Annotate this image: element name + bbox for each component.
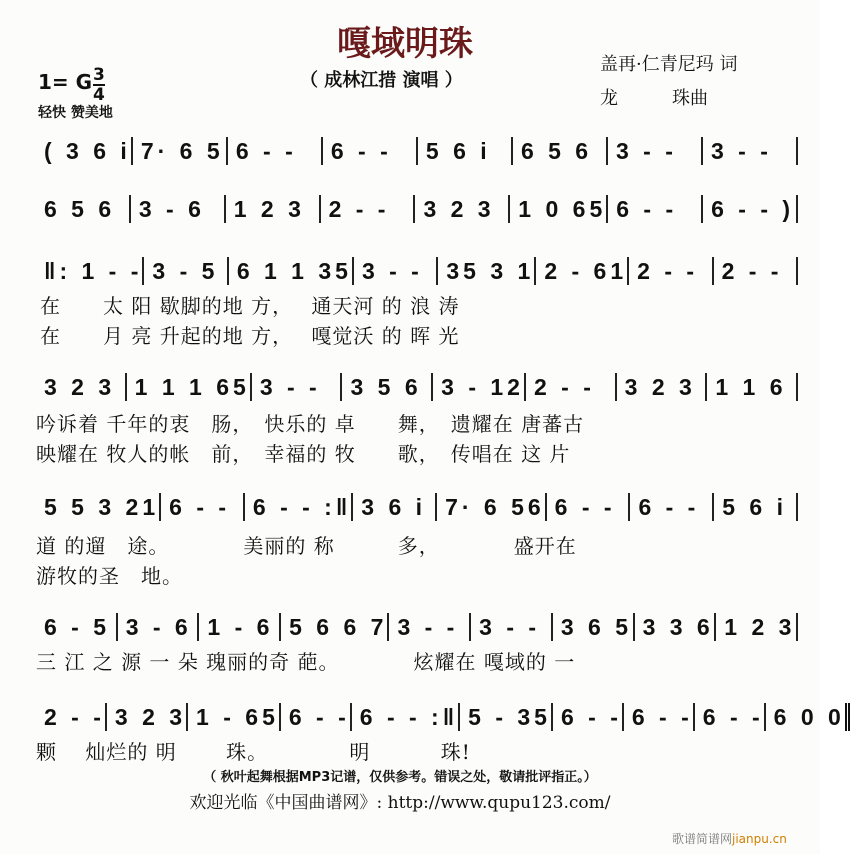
measure: 3 - - [354,257,438,285]
measure: ‖: 1 - - [36,257,144,285]
measure: 5 - 35 [460,703,553,731]
lyric-line: 在 太 阳 歇脚的地 方， 通天河 的 浪 涛 [40,294,460,318]
watermark: 歌谱简谱网jianpu.cn [672,832,787,846]
measure: 3 6 5 [553,613,635,641]
measure: 3 5 6 [342,373,433,401]
measure: 6 - - [624,703,695,731]
composer: 龙 珠曲 [600,88,708,109]
measure: 1 1 6 [707,373,798,401]
measure: 3 6 i [353,493,437,521]
measure: 3 - - [252,373,343,401]
lyric-line: 游牧的圣 地。 [36,564,183,588]
notation-row [36,372,798,402]
measure: 2 - - [526,373,617,401]
measure: 6 - - ) [703,195,798,223]
notation-row [36,256,798,286]
notation-row [36,194,798,224]
measure: 6 - - [547,493,631,521]
measure: 1 2 3 [226,195,321,223]
measure: 6 - - :‖ [352,703,460,731]
measure: 2 - - [714,257,798,285]
measure: 5 6 i [714,493,798,521]
measure: 5 5 3 21 [36,493,161,521]
measure: 3 2 3 [107,703,188,731]
measure: 3 - 5 [144,257,228,285]
measure: 6 - 5 [36,613,118,641]
tempo-marking: 轻快 赞美地 [38,105,113,121]
measure: 2 - - [321,195,416,223]
measure: 6 - - [161,493,245,521]
measure: 6 1 1 35 [229,257,354,285]
lyric-line: 吟诉着 千年的衷 肠， 快乐的 卓 舞， 遗耀在 唐蕃古 [36,412,585,436]
lyric-line: 映耀在 牧人的帐 前， 幸福的 牧 歌， 传唱在 这 片 [36,442,571,466]
performer: （ 成林江措 演唱 ） [300,70,463,91]
measure: 2 - 61 [536,257,629,285]
key-signature: 1= G [38,70,93,94]
measure: 3 - - [703,137,798,165]
measure: 6 - - [630,493,714,521]
measure: 6 - - [608,195,703,223]
measure: 3 2 3 [415,195,510,223]
measure: 3 - - [471,613,553,641]
measure: 6 5 6 [513,137,608,165]
measure: 35 3 1 [438,257,536,285]
measure: 7· 6 56 [437,493,547,521]
measure: ( 3 6 i [36,137,133,165]
measure: 6 - - [281,703,352,731]
measure: 3 - 6 [118,613,200,641]
lyric-line: 道 的遛 途。 美丽的 称 多， 盛开在 [36,534,577,558]
measure: 7· 6 5 [133,137,228,165]
measure: 5 6 i [418,137,513,165]
measure: 3 - 6 [131,195,226,223]
transcription-note: （ 秋叶起舞根据MP3记谱，仅供参考。错误之处，敬请批评指正。） [203,770,597,785]
website-link[interactable]: 欢迎光临《中国曲谱网》: http://www.qupu123.com/ [189,793,611,813]
song-title: 嘎域明珠 [337,24,473,64]
time-signature: $\frac{3}{4}$ [93,65,105,105]
measure: 1 - 6 [199,613,281,641]
measure: 5 6 6 7 [281,613,389,641]
lyric-line: 颗 灿烂的 明 珠。 明 珠! [36,740,471,764]
measure: 3 3 6 [635,613,717,641]
measure: 6 0 0 [766,703,850,731]
measure: 1 - 65 [188,703,281,731]
measure: 3 - 12 [433,373,526,401]
measure: 3 - - [389,613,471,641]
measure: 6 - - [323,137,418,165]
lyric-line: 在 月 亮 升起的地 方， 嘎觉沃 的 晖 光 [40,324,460,348]
notation-row [36,702,845,732]
measure: 6 - - [228,137,323,165]
measure: 3 - - [608,137,703,165]
measure: 1 2 3 [716,613,798,641]
measure: 6 - - [553,703,624,731]
notation-row [36,136,798,166]
measure: 6 5 6 [36,195,131,223]
notation-row [36,492,798,522]
measure: 6 - - :‖ [245,493,353,521]
notation-row [36,612,798,642]
lyricist: 盖再·仁青尼玛 词 [600,54,738,75]
measure: 6 - - [695,703,766,731]
measure: 2 - - [36,703,107,731]
measure: 3 2 3 [36,373,127,401]
measure: 1 1 1 65 [127,373,252,401]
lyric-line: 三 江 之 源 一 朵 瑰丽的奇 葩。 炫耀在 嘎域的 一 [36,650,576,674]
measure: 3 2 3 [617,373,708,401]
measure: 2 - - [629,257,713,285]
measure: 1 0 65 [510,195,608,223]
